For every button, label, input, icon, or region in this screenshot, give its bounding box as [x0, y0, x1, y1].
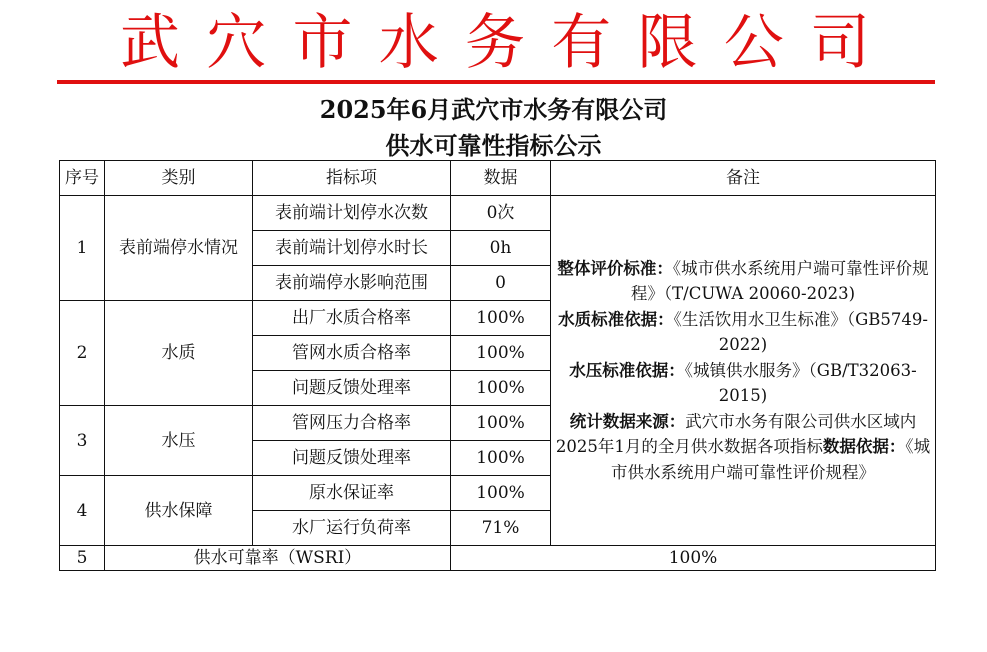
indicator-name: 管网压力合格率	[253, 406, 451, 441]
total-value: 100%	[451, 546, 936, 571]
indicator-value: 0次	[451, 196, 551, 231]
indicator-value: 0	[451, 266, 551, 301]
reliability-table	[59, 160, 936, 571]
indicator-value: 100%	[451, 371, 551, 406]
letterhead-char: 公	[723, 8, 784, 78]
letterhead-char: 务	[465, 8, 525, 78]
note-label: 水质标准依据：	[558, 309, 674, 329]
indicator-name: 问题反馈处理率	[253, 371, 451, 406]
note-text: 《生活饮用水卫生标准》（GB5749-2022)	[673, 309, 928, 355]
indicator-value: 100%	[451, 441, 551, 476]
row-no: 1	[60, 196, 105, 301]
letterhead-char: 水	[378, 8, 439, 78]
indicator-name: 表前端停水影响范围	[253, 266, 451, 301]
table-header-row	[60, 161, 936, 196]
letterhead-char: 司	[810, 8, 870, 78]
indicator-name: 表前端计划停水次数	[253, 196, 451, 231]
letterhead-char: 有	[551, 8, 612, 78]
row-no: 2	[60, 301, 105, 406]
row-no: 3	[60, 406, 105, 476]
row-category: 水压	[105, 406, 253, 476]
header-indicator: 指标项	[253, 161, 451, 196]
table-row	[60, 196, 936, 231]
header-category: 类别	[105, 161, 253, 196]
indicator-name: 出厂水质合格率	[253, 301, 451, 336]
letterhead-char: 限	[637, 8, 698, 78]
total-label: 供水可靠率（WSRI）	[105, 546, 451, 571]
indicator-value: 100%	[451, 301, 551, 336]
indicator-name: 表前端计划停水时长	[253, 231, 451, 266]
page-subtitle: 供水可靠性指标公示	[385, 131, 602, 160]
row-category: 水质	[105, 301, 253, 406]
note-text: 武穴市水务有限公司供水区域内2025年1月的全月供水数据各项指标	[555, 411, 917, 457]
total-row	[60, 546, 936, 571]
indicator-name: 管网水质合格率	[253, 336, 451, 371]
page-title: 2025年6月武穴市水务有限公司	[319, 95, 668, 124]
row-no: 4	[60, 476, 105, 546]
indicator-value: 100%	[451, 476, 551, 511]
letterhead-char: 武	[120, 8, 180, 78]
row-category: 供水保障	[105, 476, 253, 546]
note-label: 数据依据：	[822, 437, 906, 457]
letterhead-char: 市	[292, 8, 353, 78]
letterhead-divider	[57, 80, 935, 84]
note-label: 水压标准依据：	[569, 360, 685, 380]
notes-cell	[551, 196, 936, 546]
note-text: 《城市供水系统用户端可靠性评价规程》（T/CUWA 20060-2023)	[630, 258, 929, 304]
note-label: 整体评价标准：	[557, 258, 673, 278]
note-text: 《城市供水系统用户端可靠性评价规程》	[611, 437, 931, 482]
indicator-name: 问题反馈处理率	[253, 441, 451, 476]
row-category: 表前端停水情况	[105, 196, 253, 301]
indicator-value: 100%	[451, 406, 551, 441]
row-no: 5	[60, 546, 105, 571]
indicator-value: 100%	[451, 336, 551, 371]
indicator-name: 原水保证率	[253, 476, 451, 511]
header-notes: 备注	[551, 161, 936, 196]
letterhead-char: 穴	[206, 8, 267, 78]
note-text: 《城镇供水服务》（GB/T32063-2015)	[684, 360, 917, 406]
indicator-value: 71%	[451, 511, 551, 546]
header-data: 数据	[451, 161, 551, 196]
note-label: 统计数据来源：	[569, 411, 686, 431]
indicator-value: 0h	[451, 231, 551, 266]
company-letterhead	[120, 8, 870, 78]
indicator-name: 水厂运行负荷率	[253, 511, 451, 546]
header-no: 序号	[60, 161, 105, 196]
